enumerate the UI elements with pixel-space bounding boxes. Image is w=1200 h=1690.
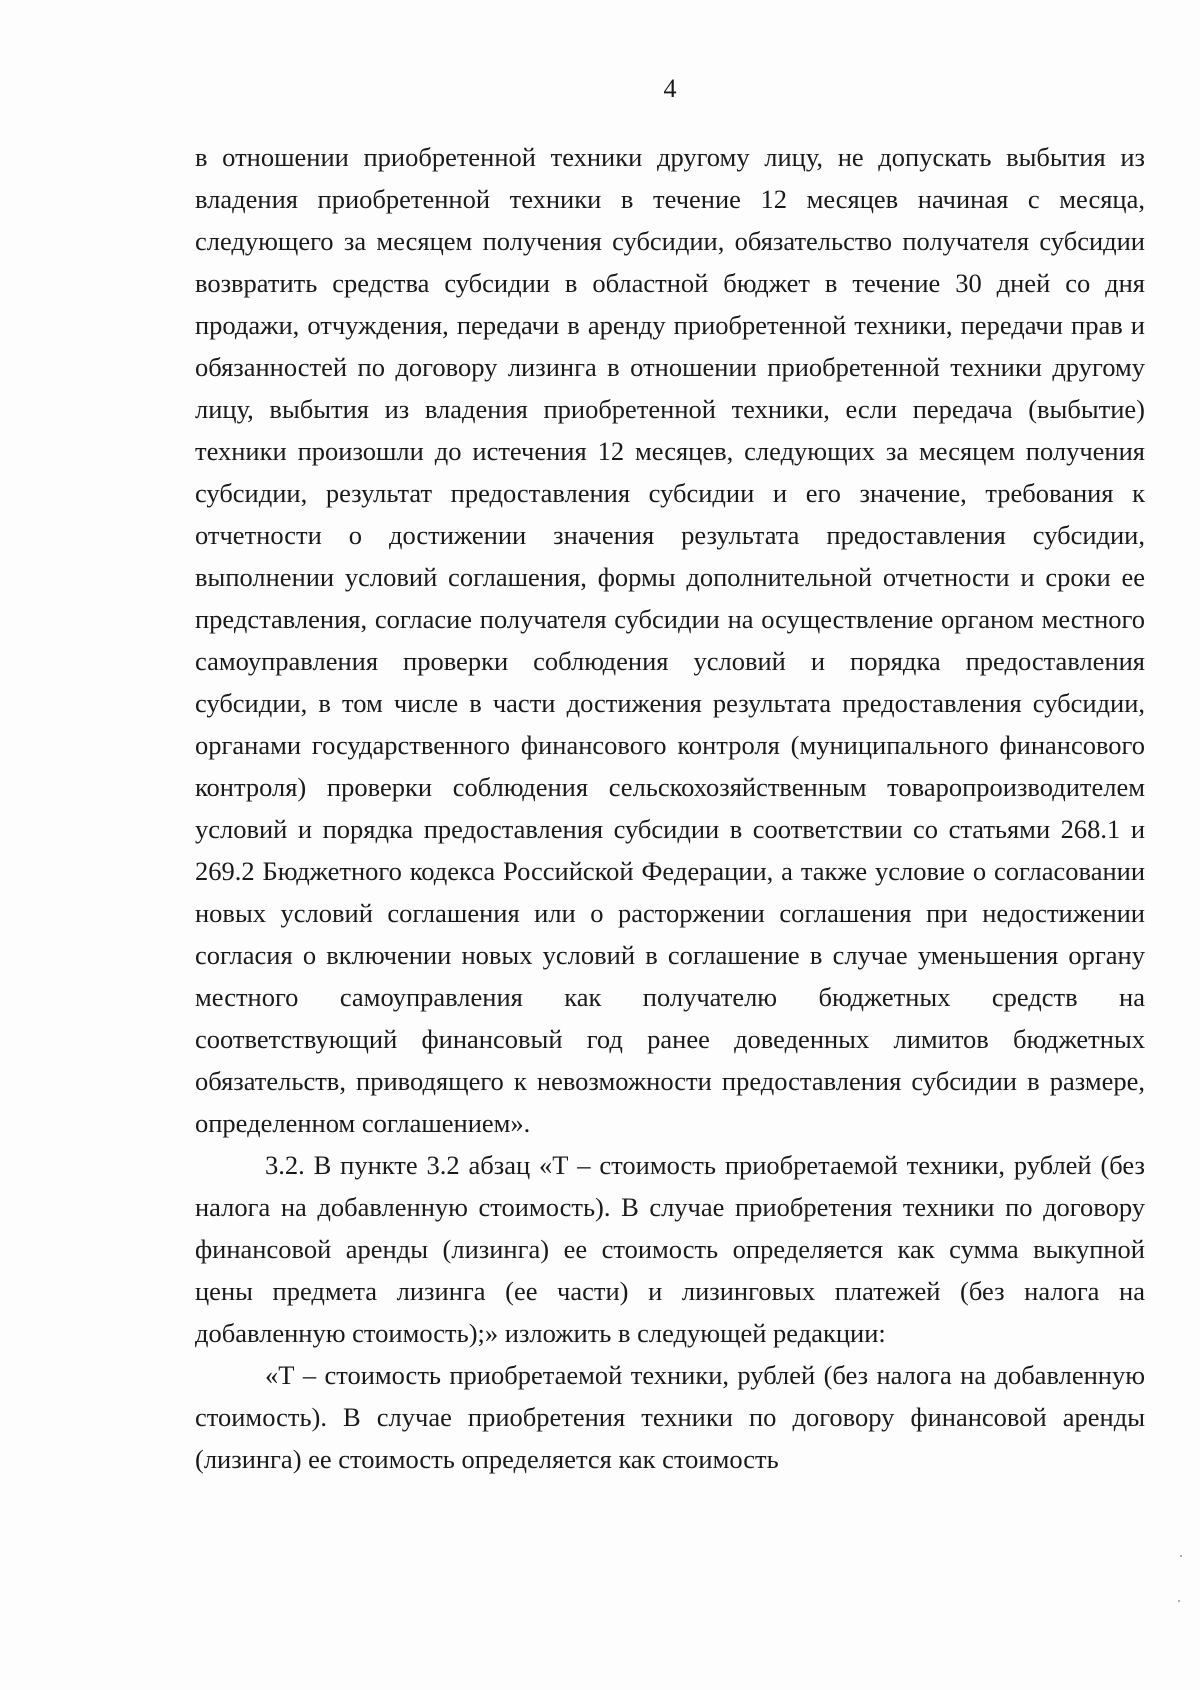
page-number: 4	[663, 74, 677, 103]
scan-speck	[1178, 1600, 1180, 1602]
document-body	[195, 136, 1145, 1480]
paragraph-continuation: в отношении приобретенной техники другому лицу, не допускать выбытия из владения приобретенной техники в течение 12 месяцев начиная с месяца, следующего за месяцем получения субсидии, обязательство получателя субсидии возвратить средства субсидии в областной бюджет в течение 30 дней со дня продажи, отчуждения, передачи в аренду приобретенной техники, передачи прав и обязанностей по договору лизинга в отношении приобретенной техники другому лицу, выбытия из владения приобретенной техники, если передача (выбытие) техники произошли до истечения 12 месяцев, следующих за месяцем получения субсидии, результат предоставления субсидии и его значение, требования к отчетности о достижении значения результата предоставления субсидии, выполнении условий соглашения, формы дополнительной отчетности и сроки ее представления, согласие получателя субсидии на осуществление органом местного самоуправления проверки соблюдения условий и порядка предоставления субсидии, в том числе в части достижения результата предоставления субсидии, органами государственного финансового контроля (муниципального финансового контроля) проверки соблюдения сельскохозяйственным товаропроизводителем условий и порядка предоставления субсидии в соответствии со статьями 268.1 и 269.2 Бюджетного кодекса Российской Федерации, а также условие о согласовании новых условий соглашения или о расторжении соглашения при недостижении согласия о включении новых условий в соглашение в случае уменьшения органу местного самоуправления как получателю бюджетных средств на соответствующий финансовый год ранее доведенных лимитов бюджетных обязательств, приводящего к невозможности предоставления субсидии в размере, определенном соглашением».	[195, 142, 1145, 1138]
paragraph-3-2: 3.2. В пункте 3.2 абзац «Т – стоимость приобретаемой техники, рублей (без налога на добавленную стоимость). В случае приобретения техники по договору финансовой аренды (лизинга) ее стоимость определяется как сумма выкупной цены предмета лизинга (ее части) и лизинговых платежей (без налога на добавленную стоимость);» изложить в следующей редакции:	[195, 1150, 1145, 1348]
paragraph-quoted-definition: «Т – стоимость приобретаемой техники, рублей (без налога на добавленную стоимость). В случае приобретения техники по договору финансовой аренды (лизинга) ее стоимость определяется как стоимость	[195, 1360, 1145, 1474]
scan-speck	[1180, 1555, 1182, 1557]
